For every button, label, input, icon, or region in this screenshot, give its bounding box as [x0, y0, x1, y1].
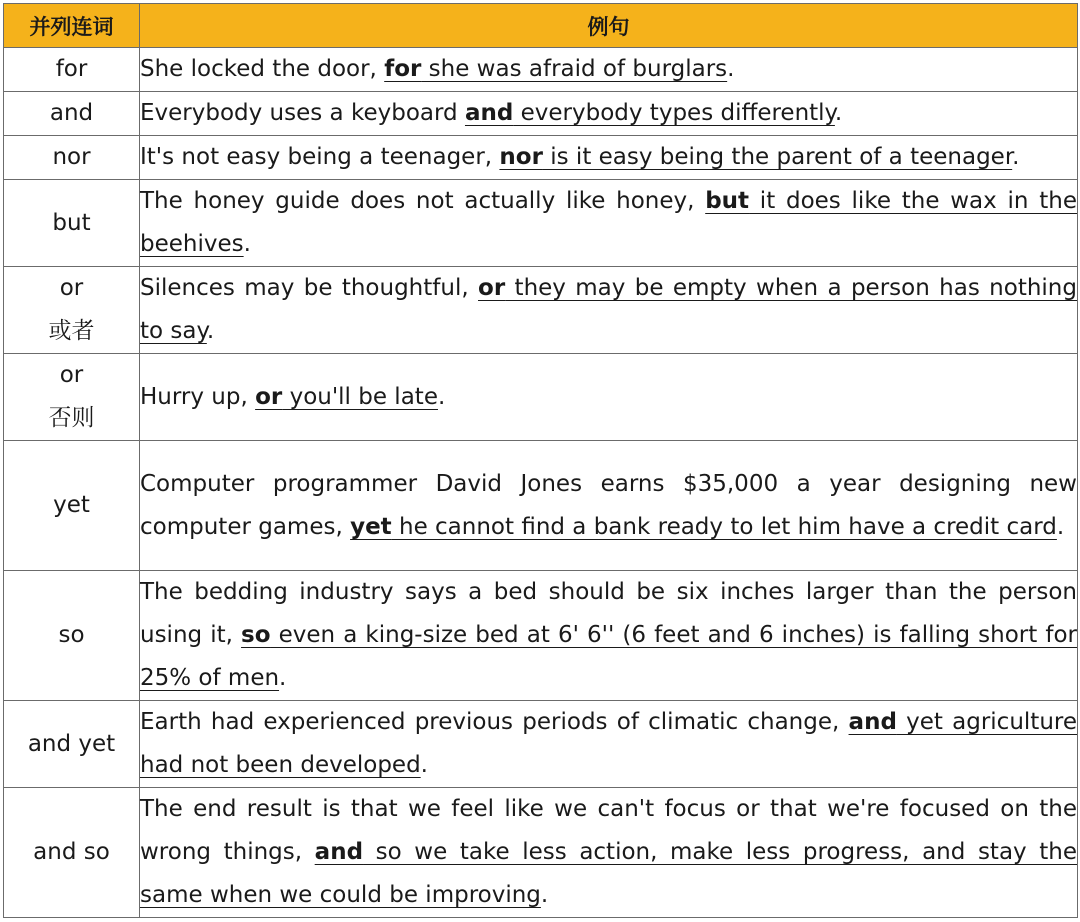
example-text-after: is it easy being the parent of a teenager [542, 144, 1013, 170]
table-row [4, 180, 1078, 267]
example-cell [140, 571, 1078, 701]
conjunction-word: and so [33, 839, 110, 865]
table-row [4, 571, 1078, 701]
example-keyword: yet [350, 513, 392, 540]
conjunction-cell [4, 136, 140, 180]
example-keyword: and [314, 839, 364, 865]
example-keyword: so [241, 622, 271, 648]
example-period: . [279, 665, 287, 691]
example-keyword: for [384, 56, 422, 82]
example-period: . [540, 882, 549, 908]
example-text-before: Earth had experienced previous periods of climatic change, [140, 709, 849, 735]
example-cell [140, 701, 1078, 788]
example-underlined [499, 144, 1012, 170]
conjunction-cell [4, 180, 140, 267]
conjunction-word: or [59, 362, 84, 388]
example-cell [140, 92, 1078, 136]
example-period: . [206, 318, 215, 344]
example-text-after: yet agriculture had not been developed [140, 709, 1077, 778]
example-text-before: Computer programmer David Jones earns $35,000 a year designing new computer games, [140, 470, 1077, 540]
example-text-after: they may be empty when a person has nothing to say [140, 275, 1077, 344]
example-text-before: She locked the door, [140, 56, 385, 82]
example-underlined [384, 56, 727, 82]
conjunction-word: so [58, 622, 85, 648]
conjunction-cell [4, 92, 140, 136]
conjunction-word: or [59, 275, 84, 301]
header-example: 例句 [140, 4, 1078, 48]
header-conjunction: 并列连词 [4, 4, 140, 48]
example-period: . [727, 56, 735, 82]
example-keyword: and [848, 709, 897, 735]
table-row [4, 441, 1078, 571]
example-period: . [1012, 144, 1020, 170]
example-keyword: nor [499, 144, 543, 170]
example-period: . [1056, 513, 1065, 540]
example-text-before: It's not easy being a teenager, [140, 144, 500, 170]
table-row [4, 267, 1078, 354]
example-text-before: Hurry up, [140, 383, 256, 410]
example-text-before: Everybody uses a keyboard [140, 100, 465, 126]
example-keyword: or [478, 275, 506, 301]
example-keyword: and [464, 100, 514, 126]
example-period: . [420, 752, 428, 778]
conjunction-word: but [52, 209, 91, 236]
conjunction-cell [4, 441, 140, 571]
example-cell [140, 136, 1078, 180]
example-text-before: Silences may be thoughtful, [140, 275, 479, 301]
conjunction-chinese: 否则 [48, 405, 95, 431]
example-period: . [243, 231, 251, 257]
table-row [4, 354, 1078, 441]
conjunction-cell [4, 788, 140, 918]
conjunction-chinese: 或者 [48, 318, 95, 344]
conjunction-word: nor [52, 144, 91, 170]
example-underlined [350, 514, 1057, 540]
conjunction-cell [4, 267, 140, 354]
conjunction-word: for [55, 56, 88, 82]
example-keyword: or [255, 383, 283, 410]
example-cell [140, 788, 1078, 918]
example-text-after: everybody types differently [513, 100, 835, 126]
table-row [4, 92, 1078, 136]
example-text-after: she was afraid of burglars [421, 56, 728, 82]
example-text-after: it does like the wax in the beehives [140, 188, 1077, 257]
example-text-before: The end result is that we feel like we can't focus or that we're focused on the wrong things, [140, 796, 1077, 865]
example-period: . [834, 100, 843, 126]
conjunction-cell [4, 48, 140, 92]
example-text-after: so we take less action, make less progress, and stay the same when we could be improving [140, 839, 1077, 908]
example-period: . [437, 383, 446, 410]
example-underlined [465, 100, 835, 126]
conjunction-word: yet [53, 492, 90, 518]
example-text-after: even a king-size bed at 6' 6'' (6 feet and 6 inches) is falling short for 25% of men [140, 622, 1078, 691]
example-cell [140, 48, 1078, 92]
conjunction-cell [4, 354, 140, 441]
example-underlined [255, 384, 438, 410]
conjunction-word: and yet [27, 730, 116, 757]
table-row [4, 701, 1078, 788]
example-text-before: The honey guide does not actually like honey, [140, 188, 706, 214]
table-row [4, 788, 1078, 918]
conjunction-cell [4, 571, 140, 701]
table-row [4, 136, 1078, 180]
example-keyword: but [705, 188, 750, 214]
example-cell [140, 180, 1078, 267]
example-cell [140, 267, 1078, 354]
table-row [4, 48, 1078, 92]
header-row [4, 4, 1078, 48]
example-text-after: he cannot find a bank ready to let him have a credit card [391, 513, 1057, 540]
conjunction-word: and [49, 100, 94, 126]
example-cell [140, 441, 1078, 571]
example-cell [140, 354, 1078, 441]
example-text-after: you'll be late [282, 383, 438, 410]
conjunction-cell [4, 701, 140, 788]
example-text-before: The bedding industry says a bed should be six inches larger than the person using it, [140, 579, 1077, 648]
conjunction-table [3, 3, 1078, 918]
